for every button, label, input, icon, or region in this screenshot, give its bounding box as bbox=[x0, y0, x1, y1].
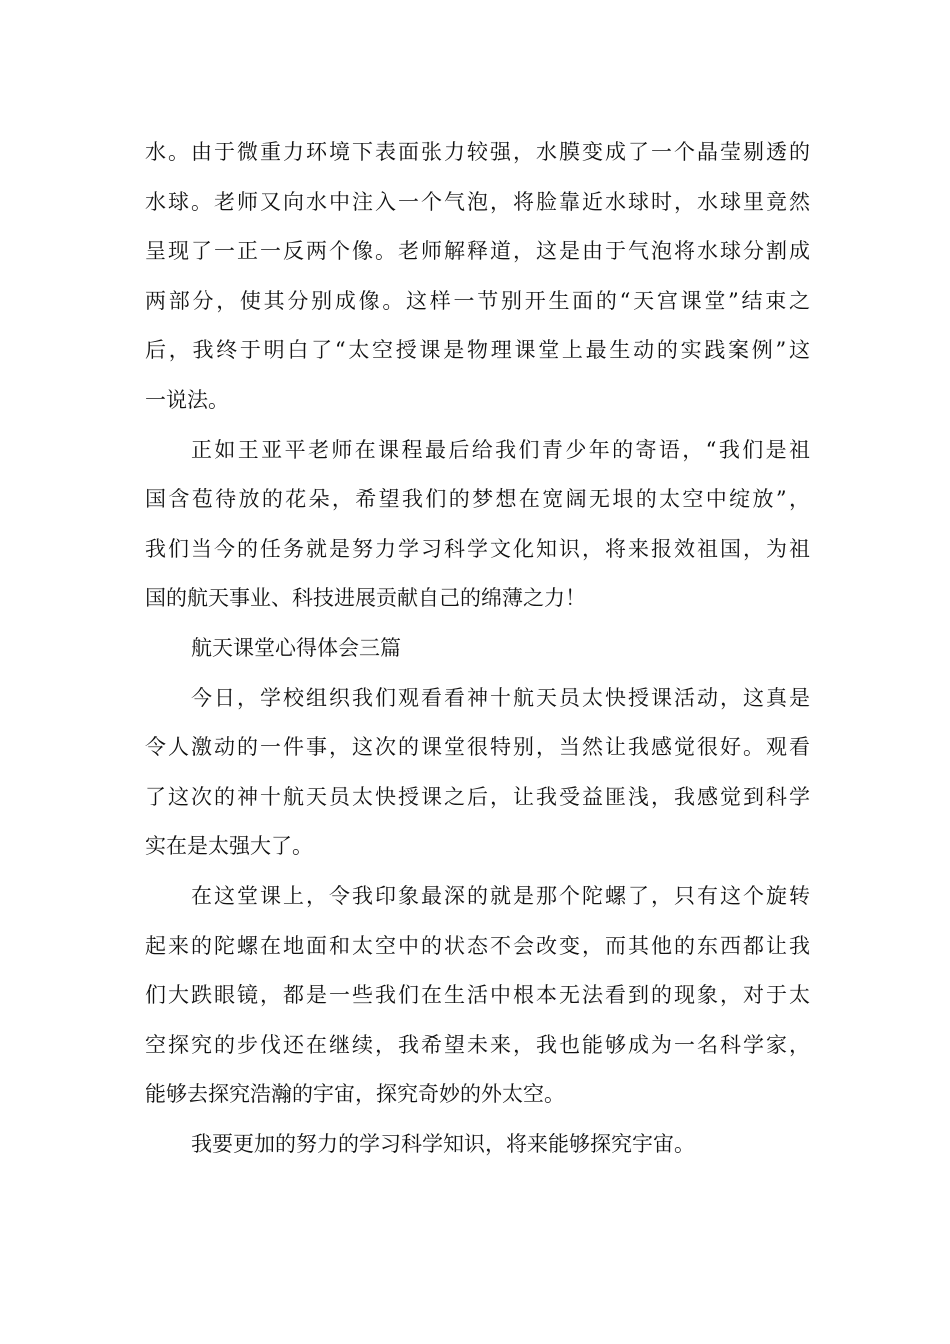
paragraph-start-line: 在这堂课上，令我印象最深的就是那个陀螺了，只有这个旋转 bbox=[191, 883, 810, 908]
paragraph-start-line: 今日，学校组织我们观看看神十航天员太快授课活动，这真是 bbox=[191, 685, 810, 710]
text-line: 呈现了一正一反两个像。老师解释道，这是由于气泡将水球分割成 bbox=[145, 239, 810, 264]
text-line: 起来的陀螺在地面和太空中的状态不会改变，而其他的东西都让我 bbox=[145, 933, 810, 958]
text-line: 空探究的步伐还在继续，我希望未来，我也能够成为一名科学家， bbox=[145, 1032, 810, 1057]
text-line: 一说法。 bbox=[145, 387, 229, 412]
text-line: 我们当今的任务就是努力学习科学文化知识，将来报效祖国，为祖 bbox=[145, 536, 810, 561]
section-heading: 航天课堂心得体会三篇 bbox=[191, 635, 401, 660]
text-line: 国的航天事业、科技进展贡献自己的绵薄之力！ bbox=[145, 586, 586, 611]
text-line: 后，我终于明白了“太空授课是物理课堂上最生动的实践案例”这 bbox=[145, 338, 810, 363]
text-line: 了这次的神十航天员太快授课之后，让我受益匪浅，我感觉到科学 bbox=[145, 784, 810, 809]
text-line: 令人激动的一件事，这次的课堂很特别，当然让我感觉很好。观看 bbox=[145, 735, 810, 760]
text-line: 水。由于微重力环境下表面张力较强，水膜变成了一个晶莹剔透的 bbox=[145, 140, 810, 164]
body-text bbox=[145, 128, 810, 1169]
text-line: 国含苞待放的花朵，希望我们的梦想在宽阔无垠的太空中绽放”， bbox=[145, 487, 810, 512]
text-line: 水球。老师又向水中注入一个气泡，将脸靠近水球时，水球里竟然 bbox=[145, 189, 810, 214]
text-line: 两部分，使其分别成像。这样一节别开生面的“天宫课堂”结束之 bbox=[145, 288, 810, 313]
text-line: 能够去探究浩瀚的宇宙，探究奇妙的外太空。 bbox=[145, 1082, 565, 1107]
paragraph-start-line: 我要更加的努力的学习科学知识，将来能够探究宇宙。 bbox=[191, 1131, 695, 1156]
text-line: 实在是太强大了。 bbox=[145, 834, 313, 859]
text-line: 们大跌眼镜，都是一些我们在生活中根本无法看到的现象，对于太 bbox=[145, 983, 810, 1008]
paragraph-start-line: 正如王亚平老师在课程最后给我们青少年的寄语，“我们是祖 bbox=[191, 437, 810, 462]
